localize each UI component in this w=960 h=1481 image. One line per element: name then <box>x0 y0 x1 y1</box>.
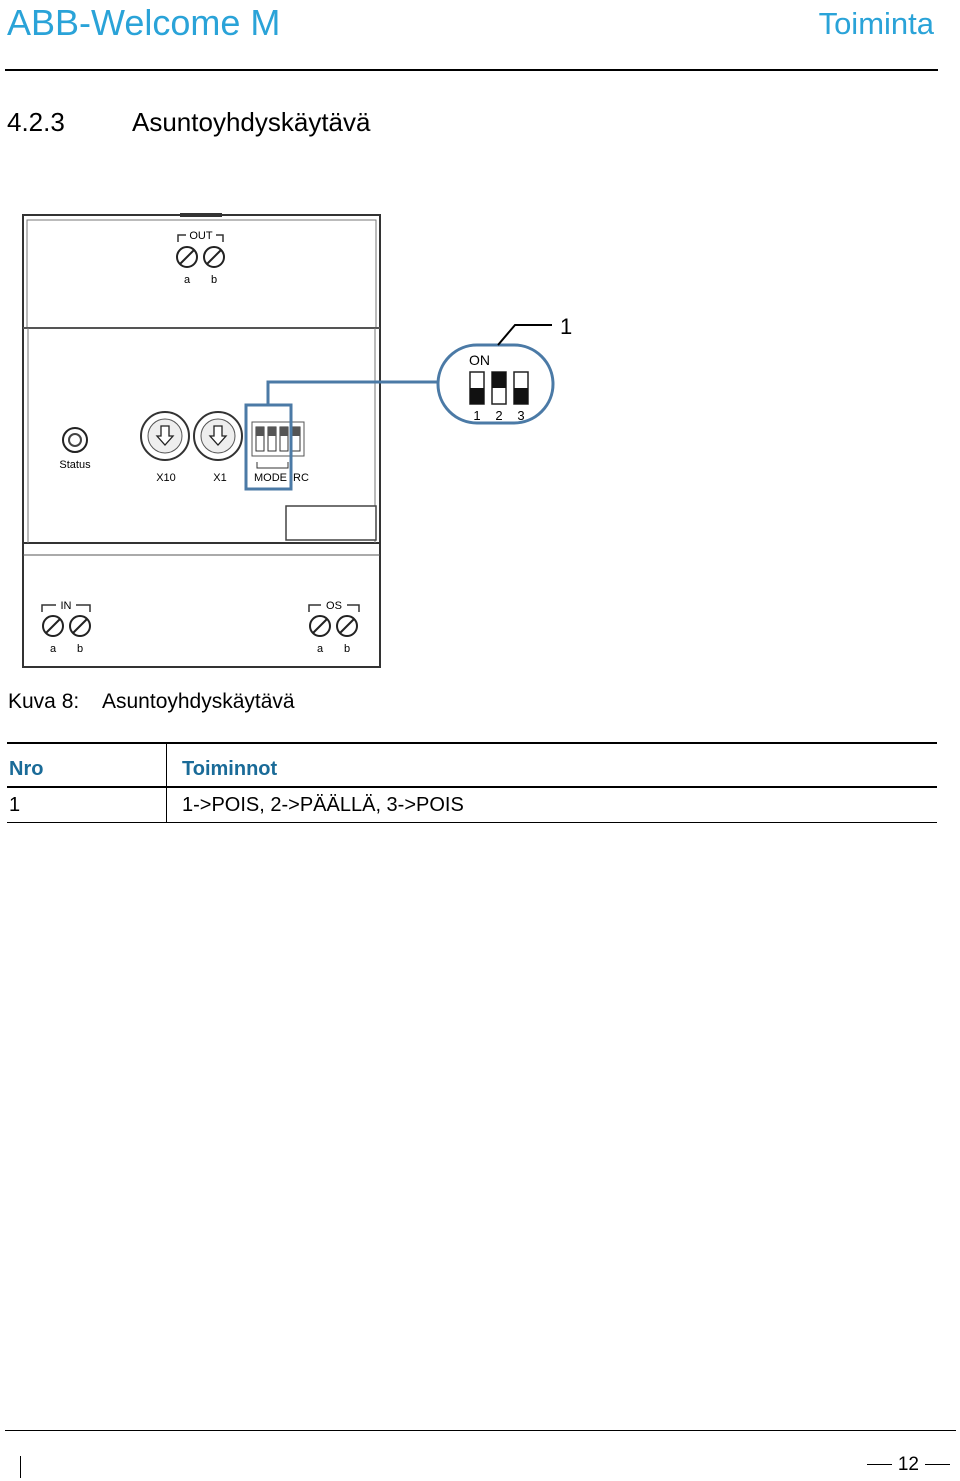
dip-number-1: 1 <box>473 408 481 423</box>
table-header-row <box>7 743 937 787</box>
dip-number-3: 3 <box>517 408 525 423</box>
in-terminal-a <box>43 616 63 636</box>
device-dip-switch <box>252 422 304 456</box>
in-b-label: b <box>76 643 84 655</box>
os-terminal-b <box>337 616 357 636</box>
header-nro: Nro <box>7 743 167 787</box>
caption-text: Asuntoyhdyskäytävä <box>102 690 295 713</box>
cell-nro: 1 <box>7 787 167 823</box>
rotary-dial-x1 <box>194 412 242 460</box>
mode-label: MODE <box>254 472 287 484</box>
x10-label: X10 <box>156 472 176 484</box>
os-label: OS <box>326 600 342 612</box>
header-toiminnot: Toiminnot <box>182 757 278 780</box>
in-label: IN <box>60 600 72 612</box>
out-terminal-b <box>204 247 224 267</box>
callout-number: 1 <box>560 314 573 339</box>
out-b-label: b <box>210 274 218 286</box>
header-rule <box>5 69 938 71</box>
out-label: OUT <box>189 230 213 242</box>
status-label: Status <box>59 459 91 471</box>
gateway-device-figure <box>20 210 590 672</box>
callout-line <box>498 325 552 345</box>
section-number: 4.2.3 <box>7 107 65 137</box>
in-terminal-b <box>70 616 90 636</box>
function-table <box>7 742 937 823</box>
header-chapter: Toiminta <box>818 6 934 41</box>
caption-label: Kuva 8: <box>8 690 80 713</box>
rotary-dial-x10 <box>141 412 189 460</box>
section-heading <box>7 107 370 138</box>
cell-toiminnot: 1->POIS, 2->PÄÄLLÄ, 3->POIS <box>167 787 938 823</box>
dip-on-label: ON <box>469 352 490 368</box>
dip-switch-1-knob <box>470 388 484 404</box>
footer-page-number <box>861 1454 956 1476</box>
footer-rule <box>5 1430 956 1431</box>
os-a-label: a <box>316 643 324 655</box>
in-a-label: a <box>49 643 57 655</box>
footer-change-bar <box>20 1456 21 1478</box>
os-terminal-a <box>310 616 330 636</box>
rc-label: RC <box>293 472 309 484</box>
os-b-label: b <box>343 643 351 655</box>
dip-switch-2-knob <box>492 372 506 388</box>
dip-switch-group <box>470 372 528 404</box>
page-number: 12 <box>897 1454 919 1475</box>
dip-number-2: 2 <box>495 408 503 423</box>
header-title: ABB-Welcome M <box>7 2 281 43</box>
status-led <box>63 428 87 452</box>
table-row <box>7 787 937 823</box>
x1-label: X1 <box>213 472 227 484</box>
out-a-label: a <box>183 274 191 286</box>
dip-switch-3-knob <box>514 388 528 404</box>
section-title: Asuntoyhdyskäytävä <box>132 107 371 137</box>
figure-caption <box>8 690 295 714</box>
out-terminal-a <box>177 247 197 267</box>
